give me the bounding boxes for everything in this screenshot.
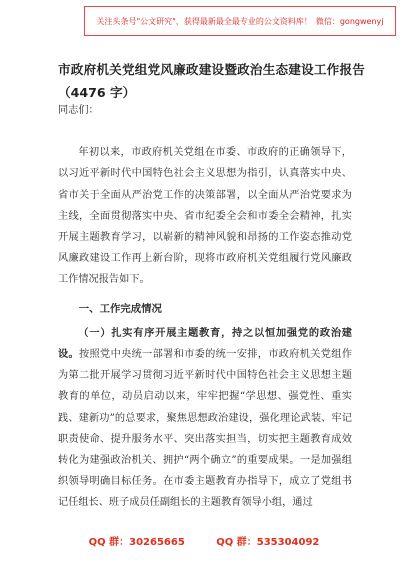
paragraph-intro: 年初以来，市政府机关党组在市委、市政府的正确领导下，以习近平新时代中国特色社会主义思想为指引，认真落实中央、省市关于全面从严治党工作的决策部署，以全面从严治党要求为主线，全面贯彻落实中央、省市纪委全会和市委全会精神，扎实开展主题教育学习，以崭新的精神风貌和昂扬的工作姿态推动党风廉政建设工作再上新台阶，现将市政府机关党组履行党风廉政工作情况报告如下。	[58, 147, 352, 286]
section-heading: 一、工作完成情况	[78, 302, 162, 315]
subsection-body: 按照党中央统一部署和市委的统一安排，市政府机关党组作为第二批开展学习贯彻习近平新时代中国特色社会主义思想主题教育的单位，动员启动以来，牢牢把握“学思想、强党性、重实践、建新功”的总要求，聚焦思想政治建设，强化理论武装、牢记职责使命、提升服务水平、突出落实担当，切实把主题教育成效转化为建强政治机关、拥护“两个确立”的重要成果。一是加强组织领导明确目标任务。在市委主题教育办指导下，成立了党组书记任组长、班子成员任副组长的主题教育领导小组，通过	[58, 349, 353, 509]
banner-text-left: 关注头条号"公文研究"，获得最新最全最专业的公文资料库！	[96, 16, 312, 26]
footer-qq-1: QQ 群：30265665	[88, 537, 185, 548]
subsection-lead: （一）扎实有序开展主题教育，持之以恒加强党的政治建设。	[58, 327, 352, 361]
banner-text-right: 微信：gongwenyj	[315, 16, 384, 26]
header-banner	[84, 6, 396, 36]
paragraph-subsection	[58, 323, 352, 514]
document-body	[58, 100, 352, 514]
greeting: 同志们：	[58, 105, 99, 116]
footer-qq-2: QQ 群：535304092	[216, 537, 320, 548]
footer	[0, 533, 408, 548]
document-title: 市政府机关党组党风廉政建设暨政治生态建设工作报告	[58, 62, 366, 77]
word-count: （4476 字）	[58, 85, 136, 100]
